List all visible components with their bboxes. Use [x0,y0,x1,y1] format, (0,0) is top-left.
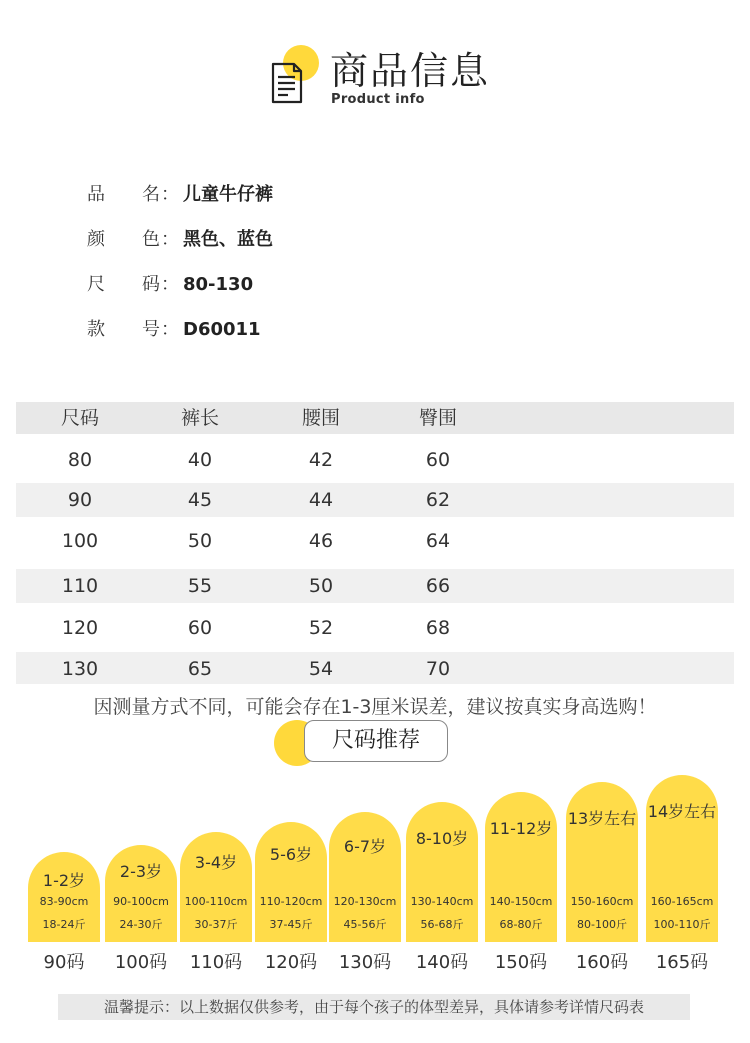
bar-weight-range: 30-37斤 [194,918,238,931]
bar-age-label: 8-10岁 [415,829,469,848]
info-value: 儿童牛仔裤 [183,184,273,205]
bar-size-label: 140码 [415,952,469,973]
bar-age-label: 3-4岁 [194,853,238,872]
size-bar [28,852,100,942]
table-cell: 54 [308,658,334,680]
bar-age-label: 2-3岁 [119,862,163,881]
table-cell: 50 [308,575,334,597]
info-key: 尺 [87,274,105,295]
bar-weight-range: 68-80斤 [499,918,543,931]
size-bar [406,802,478,942]
section-title: 尺码推荐 [331,728,420,753]
table-row [16,603,734,652]
table-cell: 65 [187,658,213,680]
bar-height-range: 110-120cm [259,895,323,908]
info-key: 款 [87,319,105,340]
table-cell: 44 [308,489,334,511]
table-header-cell: 臀围 [418,407,457,429]
bar-size-label: 160码 [575,952,629,973]
table-cell: 60 [187,617,213,639]
table-header-cell: 裤长 [180,407,219,429]
info-colon: ： [161,274,179,295]
info-key: 码 [142,274,160,295]
bar-height-range: 140-150cm [489,895,553,908]
bar-height-range: 90-100cm [113,895,169,908]
bar-height-range: 100-110cm [184,895,248,908]
bar-weight-range: 24-30斤 [119,918,163,931]
info-row-size [0,270,750,300]
table-cell: 52 [308,617,334,639]
info-key: 颜 [87,229,105,250]
table-cell: 130 [61,658,99,680]
bar-height-range: 150-160cm [570,895,634,908]
table-cell: 40 [187,449,213,471]
bar-height-range: 120-130cm [333,895,397,908]
bar-age-label: 5-6岁 [269,845,313,864]
size-table [16,402,734,684]
info-key: 号 [142,319,160,340]
info-value: 80-130 [183,274,254,295]
table-cell: 110 [61,575,99,597]
bar-height-range: 160-165cm [650,895,714,908]
bar-age-label: 1-2岁 [42,871,86,890]
info-value: D60011 [183,319,261,340]
size-bar [255,822,327,942]
table-header-cell: 尺码 [60,407,99,429]
table-cell: 66 [425,575,451,597]
table-cell: 64 [425,530,451,552]
bar-age-label: 11-12岁 [489,819,553,838]
bar-age-label: 6-7岁 [343,837,387,856]
table-cell: 70 [425,658,451,680]
section-header [0,0,750,130]
bar-age-label: 14岁左右 [647,802,717,821]
page-title: 商品信息 [330,49,491,93]
bar-size-label: 90码 [43,952,85,973]
table-header-row [16,402,734,434]
table-cell: 100 [61,530,99,552]
bar-height-range: 130-140cm [410,895,474,908]
table-cell: 60 [425,449,451,471]
size-bar [566,782,638,942]
table-cell: 50 [187,530,213,552]
info-colon: ： [161,319,179,340]
size-recommend-chart [0,770,750,995]
table-cell: 46 [308,530,334,552]
bar-weight-range: 37-45斤 [269,918,313,931]
table-row [16,652,734,684]
table-header-cell: 腰围 [301,407,340,429]
table-row [16,569,734,603]
tip-banner: 温馨提示：以上数据仅供参考，由于每个孩子的体型差异，具体请参考详情尺码表 [58,994,690,1020]
table-cell: 62 [425,489,451,511]
measurement-note: 因测量方式不同，可能会存在1-3厘米误差，建议按真实身高选购！ [93,696,657,718]
info-key: 色 [142,229,160,250]
bar-weight-range: 56-68斤 [420,918,464,931]
table-row [16,517,734,569]
info-key: 名 [142,184,160,205]
info-row-color [0,225,750,255]
info-row-style-no [0,315,750,345]
table-cell: 120 [61,617,99,639]
page-subtitle: Product info [331,92,425,107]
bar-weight-range: 80-100斤 [577,918,627,931]
size-bar [105,845,177,942]
table-cell: 45 [187,489,213,511]
table-row [16,434,734,483]
size-recommend-heading [274,720,454,766]
bar-weight-range: 100-110斤 [653,918,711,931]
table-cell: 42 [308,449,334,471]
info-colon: ： [161,184,179,205]
bar-weight-range: 18-24斤 [42,918,86,931]
table-cell: 55 [187,575,213,597]
bar-height-range: 83-90cm [39,895,89,908]
bar-size-label: 100码 [114,952,168,973]
bar-size-label: 130码 [338,952,392,973]
bar-size-label: 120码 [264,952,318,973]
info-row-name [0,180,750,210]
bar-size-label: 110码 [189,952,243,973]
size-bar [485,792,557,942]
bar-size-label: 165码 [655,952,709,973]
bar-weight-range: 45-56斤 [343,918,387,931]
size-bar [180,832,252,942]
bar-age-label: 13岁左右 [567,809,637,828]
table-row [16,483,734,517]
table-cell: 80 [67,449,93,471]
bar-size-label: 150码 [494,952,548,973]
document-icon [270,60,304,106]
info-colon: ： [161,229,179,250]
table-cell: 90 [67,489,93,511]
size-bar [646,775,718,942]
info-value: 黑色、蓝色 [183,229,273,250]
size-bar [329,812,401,942]
table-cell: 68 [425,617,451,639]
info-key: 品 [87,184,105,205]
